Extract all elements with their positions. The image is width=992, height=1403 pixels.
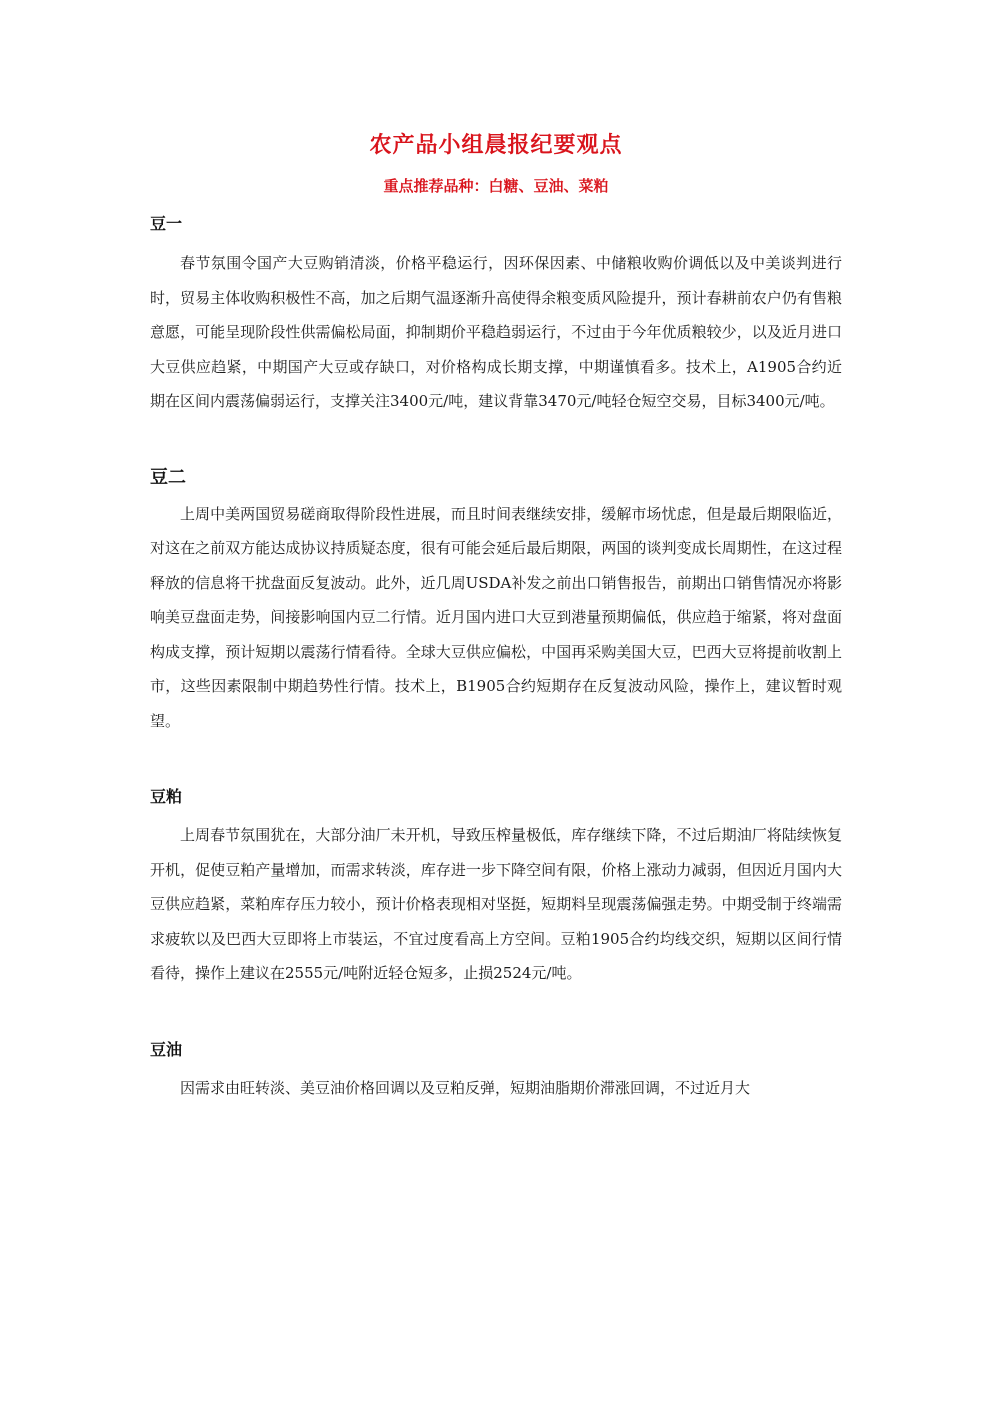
section-heading: 豆二 — [150, 466, 186, 488]
section-dou-you — [150, 1035, 842, 1106]
document-title: 农产品小组晨报纪要观点 — [369, 133, 623, 158]
section-body: 春节氛围令国产大豆购销清淡，价格平稳运行，因环保因素、中储粮收购价调低以及中美谈判进行时，贸易主体收购积极性不高，加之后期气温逐渐升高使得余粮变质风险提升，预计春耕前农户仍有售粮意愿，可能呈现阶段性供需偏松局面，抑制期价平稳趋弱运行，不过由于今年优质粮较少，以及近月进口大豆供应趋紧，中期国产大豆或存缺口，对价格构成长期支撑，中期谨慎看多。技术上，A1905合约近期在区间内震荡偏弱运行，支撑关注3400元/吨，建议背靠3470元/吨轻仓短空交易，目标3400元/吨。 — [150, 254, 842, 410]
section-dou-po — [150, 782, 842, 991]
section-body: 上周中美两国贸易磋商取得阶段性进展，而且时间表继续安排，缓解市场忧虑，但是最后期限临近，对这在之前双方能达成协议持质疑态度，很有可能会延后最后期限，两国的谈判变成长周期性，在这过程释放的信息将干扰盘面反复波动。此外，近几周USDA补发之前出口销售报告，前期出口销售情况亦将影响美豆盘面走势，间接影响国内豆二行情。近月国内进口大豆到港量预期偏低，供应趋于缩紧，将对盘面构成支撑，预计短期以震荡行情看待。全球大豆供应偏松，中国再采购美国大豆，巴西大豆将提前收割上市，这些因素限制中期趋势性行情。技术上，B1905合约短期存在反复波动风险，操作上，建议暂时观望。 — [150, 504, 842, 730]
section-dou-yi — [150, 209, 842, 419]
section-body: 因需求由旺转淡、美豆油价格回调以及豆粕反弹，短期油脂期价滞涨回调，不过近月大 — [180, 1078, 751, 1097]
section-body: 上周春节氛围犹在，大部分油厂未开机，导致压榨量极低，库存继续下降，不过后期油厂将陆续恢复开机，促使豆粕产量增加，而需求转淡，库存进一步下降空间有限，价格上涨动力减弱，但因近月国内大豆供应趋紧，菜粕库存压力较小，预计价格表现相对坚挺，短期料呈现震荡偏强走势。中期受制于终端需求疲软以及巴西大豆即将上市装运，不宜过度看高上方空间。豆粕1905合约均线交织，短期以区间行情看待，操作上建议在2555元/吨附近轻仓短多，止损2524元/吨。 — [150, 826, 842, 982]
section-heading: 豆一 — [150, 214, 183, 233]
document-subtitle: 重点推荐品种：白糖、豆油、菜粕 — [383, 177, 609, 195]
section-dou-er — [150, 463, 842, 739]
section-heading: 豆油 — [150, 1039, 183, 1059]
section-heading: 豆粕 — [150, 787, 183, 806]
